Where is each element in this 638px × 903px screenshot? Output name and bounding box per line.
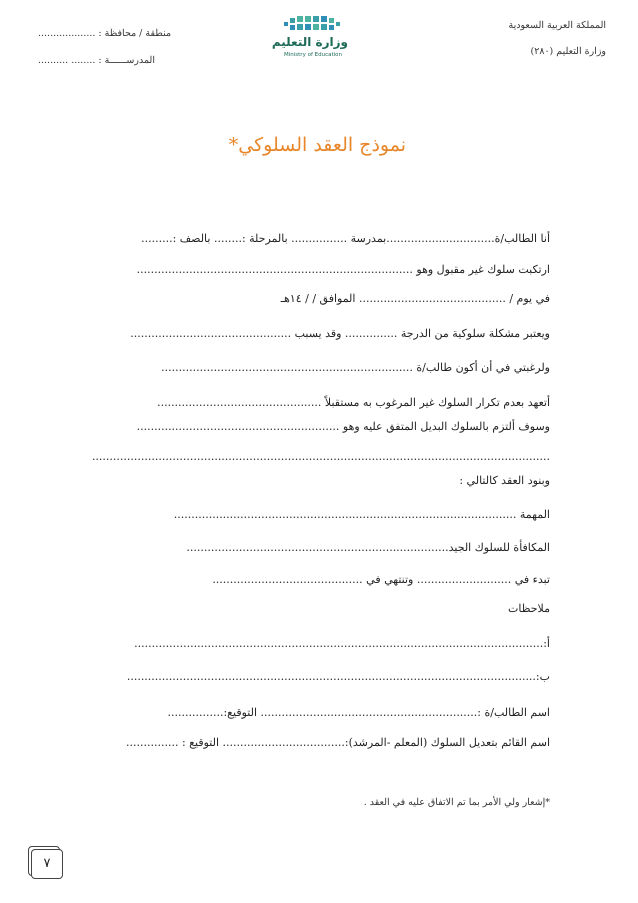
ministry-logo xyxy=(271,14,360,64)
line-counselor-signature: اسم القائم بتعديل السلوك (المعلم -المرشد):................................... التوقيع : ............... xyxy=(126,736,550,749)
line-desire: ولرغبتي في أن أكون طالب/ة ........................................................................ xyxy=(161,361,550,374)
line-note-a: أ:..................................................................................................................... xyxy=(134,637,550,650)
region-field: منطقة / محافظة : ................... xyxy=(38,28,172,39)
page-number-box xyxy=(28,846,62,878)
line-note-b: ب:..................................................................................................................... xyxy=(126,670,550,683)
line-alternative: وسوف ألتزم بالسلوك البديل المتفق عليه وهو .......................................................... xyxy=(136,420,550,433)
line-pledge: أتعهد بعدم تكرار السلوك غير المرغوب به مستقبلاً ............................................... xyxy=(157,396,550,409)
kingdom-label: المملكة العربية السعودية xyxy=(508,20,606,31)
line-severity: ويعتبر مشكلة سلوكية من الدرجة ............... وقد يسبب .............................................. xyxy=(130,327,550,340)
page-number: ٧ xyxy=(31,849,63,879)
logo-mark-icon xyxy=(278,14,360,34)
line-behavior: ارتكبت سلوك غير مقبول وهو ............................................................................... xyxy=(136,263,550,276)
page-title: نموذج العقد السلوكي* xyxy=(228,134,406,156)
logo-arabic-text: وزارة التعليم xyxy=(271,35,348,49)
line-blank: ................................................................................................................................... xyxy=(91,450,550,463)
school-field: المدرســــــة : ........ .......... xyxy=(38,55,155,66)
line-student-signature: اسم الطالب/ة :.............................................................. التوقيع:................ xyxy=(167,706,550,719)
line-start-end: تبدء في ........................... وتنتهي في ........................................... xyxy=(212,573,550,586)
line-terms-heading: وبنود العقد كالتالي : xyxy=(459,474,550,487)
line-reward: المكافأة للسلوك الجيد........................................................................... xyxy=(186,541,550,554)
line-notes-heading: ملاحظات xyxy=(508,602,550,615)
footnote: *إشعار ولي الأمر بما تم الاتفاق عليه في العقد . xyxy=(363,797,550,808)
line-student-school: أنا الطالب/ة...............................بمدرسة ................ بالمرحلة :........ بالصف :......... xyxy=(141,232,550,245)
logo-english-text: Ministry of Education xyxy=(284,52,343,58)
ministry-code-label: وزارة التعليم (٢٨٠) xyxy=(530,46,606,57)
line-date: في يوم / .......................................... الموافق / / ١٤هـ xyxy=(280,292,550,305)
line-task: المهمة .................................................................................................. xyxy=(173,508,550,521)
